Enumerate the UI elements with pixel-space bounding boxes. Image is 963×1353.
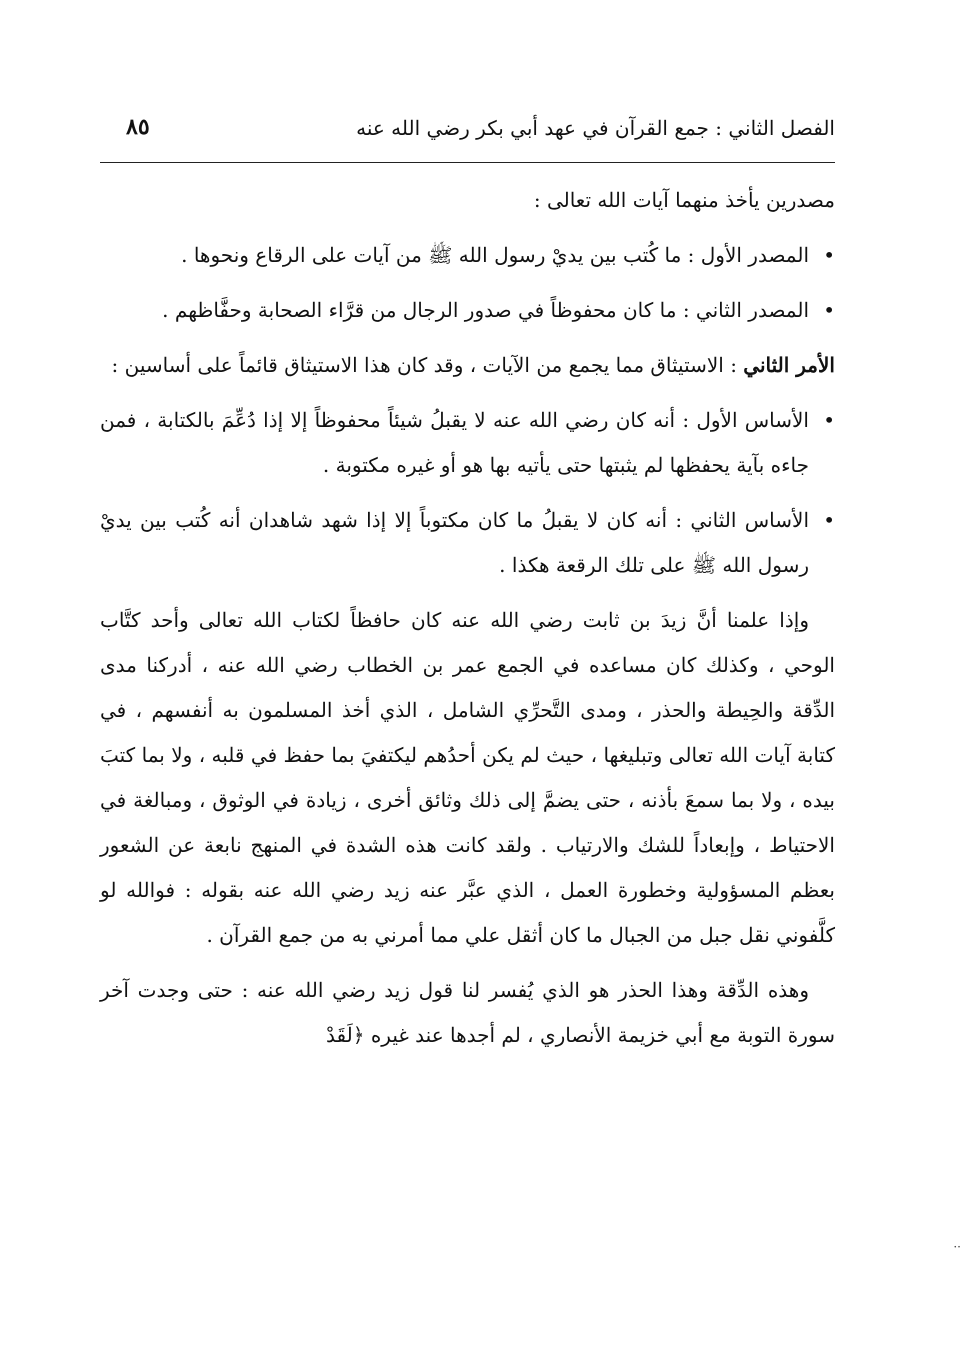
- running-title: الفصل الثاني : جمع القرآن في عهد أبي بكر رضي الله عنه: [356, 116, 835, 140]
- page-number: ٨٥: [126, 114, 150, 140]
- second-matter-heading: الأمر الثاني: [743, 353, 835, 377]
- source-1-text: المصدر الأول : ما كُتب بين يديْ رسول الله ﷺ من آيات على الرقاع ونحوها .: [181, 243, 809, 267]
- source-2-text: المصدر الثاني : ما كان محفوظاً في صدور الرجال من قرَّاء الصحابة وحفَّاظهم .: [162, 298, 809, 322]
- basis-2-text: الأساس الثاني : أنه كان لا يقبلُ ما كان مكتوباً إلا إذا شهد شاهدان أنه كُتب بين يديْ رسول الله ﷺ على تلك الرقعة هكذا .: [100, 508, 809, 577]
- intro-line: مصدرين يأخذ منهما آيات الله تعالى :: [533, 188, 835, 212]
- second-matter-text: : الاستيثاق مما يجمع من الآيات ، وقد كان هذا الاستيثاق قائماً على أساسين :: [111, 353, 744, 377]
- page-header: [100, 112, 835, 156]
- header-divider: [100, 162, 835, 163]
- basis-2-item: [100, 498, 835, 588]
- body-paragraph-2: وهذه الدِّقة وهذا الحذر هو الذي يُفسر لنا قول زيد رضي الله عنه : حتى وجدت آخر سورة التوبة مع أبي خزيمة الأنصاري ، لم أجدها عند غيره ﴿لَقَدْ: [100, 978, 835, 1047]
- body-paragraph-1: وإذا علمنا أنَّ زيدَ بن ثابت رضي الله عنه كان حافظاً لكتاب الله تعالى وأحد كتَّاب الوحي ، وكذلك كان مساعده في الجمع عمر بن الخطاب رضي الله عنه ، أدركنا مدى الدِّقة والحِيطة والحذر ، ومدى التَّحرِّي الشامل ، الذي أخذ المسلمون به أنفسهم ، في كتابة آيات الله تعالى وتبليغها ، حيث لم يكن أحدُهم ليكتفيَ بما حفظ في قلبه ، ولا بما كتبَ بيده ، ولا بما سمعَ بأذنه ، حتى يضمَّ إلى ذلك وثائق أخرى ، زيادة في الوثوق ، ومبالغة في الاحتياط ، وإبعاداً للشك والارتياب . ولقد كانت هذه الشدة في المنهج نابعة عن الشعور بعظم المسؤولية وخطورة العمل ، الذي عبَّر عنه زيد رضي الله عنه بقوله : فوالله لو كلَّفوني نقل جبل من الجبال ما كان أثقل علي مما أمرني به من جمع القرآن .: [100, 608, 835, 947]
- bullet-icon: •: [823, 243, 835, 267]
- book-page: [100, 100, 835, 1280]
- bullet-icon: •: [823, 508, 835, 532]
- page-body: [100, 178, 835, 1068]
- scan-specks: ··: [953, 1240, 961, 1254]
- second-matter-paragraph: [100, 343, 835, 388]
- bullet-icon: •: [823, 298, 835, 322]
- source-2-item: [100, 288, 835, 333]
- bullet-icon: •: [823, 408, 835, 432]
- source-1-item: [100, 233, 835, 278]
- basis-1-text: الأساس الأول : أنه كان رضي الله عنه لا يقبلُ شيئاً محفوظاً إلا إذا دُعِّمَ بالكتابة ، فمن جاءه بآية يحفظها لم يثبتها حتى يأتيه بها هو أو غيره مكتوبة .: [100, 408, 809, 477]
- basis-1-item: [100, 398, 835, 488]
